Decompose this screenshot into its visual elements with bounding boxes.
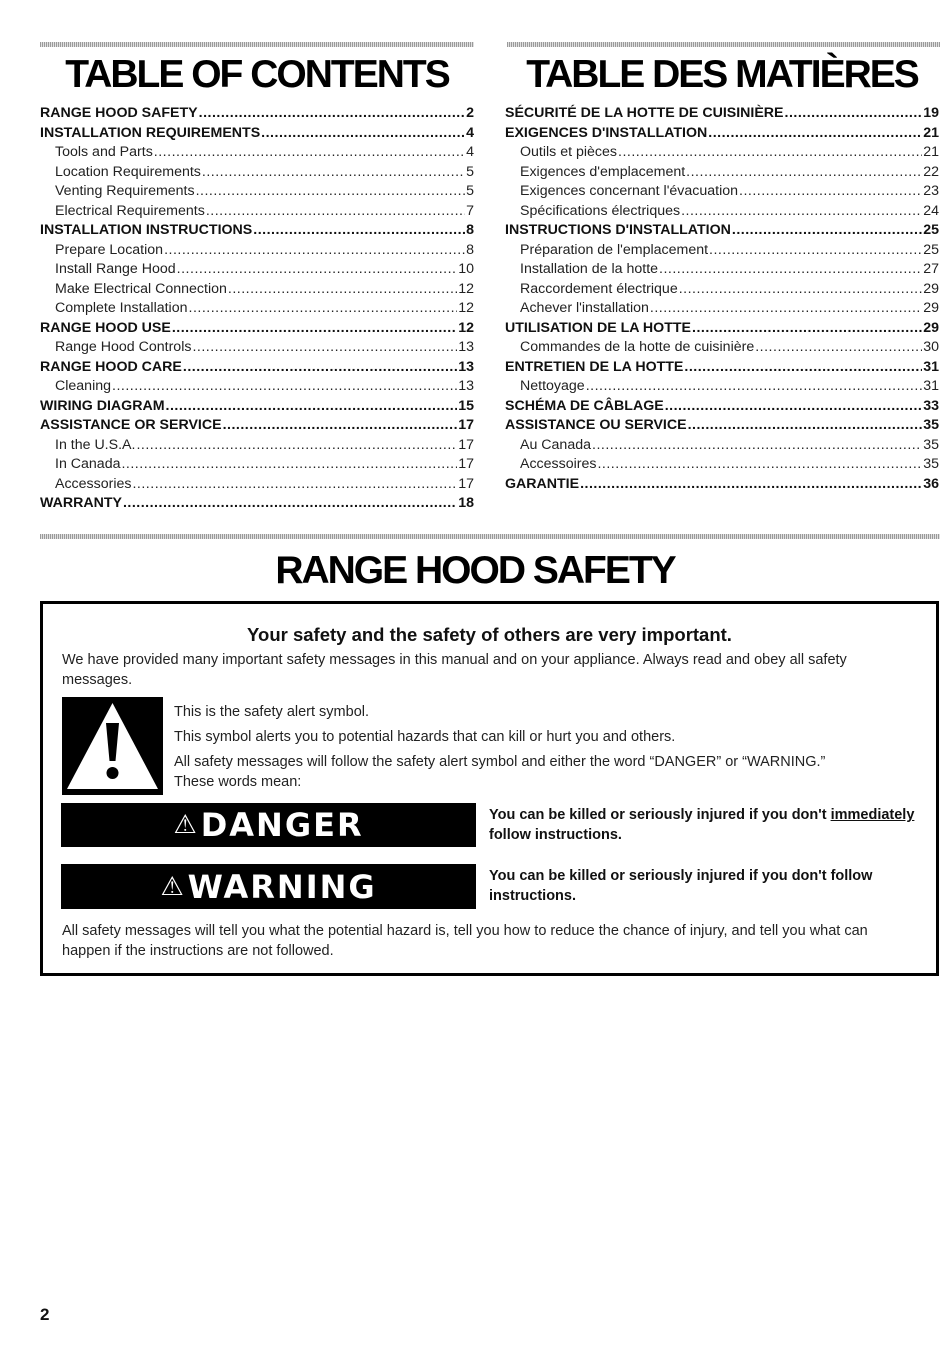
toc-entry-page: 12 — [458, 319, 474, 336]
toc-entry-label: WIRING DIAGRAM — [40, 397, 165, 414]
toc-entry-page: 4 — [466, 124, 474, 141]
toc-entry-label: Electrical Requirements — [55, 202, 205, 219]
toc-entry — [505, 163, 939, 183]
toc-entry-label: RANGE HOOD SAFETY — [40, 105, 198, 121]
toc-entry — [40, 202, 474, 222]
toc-entry-label: Spécifications électriques — [520, 202, 681, 219]
toc-entry-label: WARRANTY — [40, 495, 122, 511]
toc-dot-leader — [686, 163, 922, 183]
toc-entry-page: 8 — [466, 222, 474, 238]
toc-entry-page: 13 — [458, 378, 474, 394]
toc-dot-leader — [192, 338, 457, 358]
toc-entry — [505, 124, 939, 144]
toc-dot-leader — [132, 475, 457, 495]
toc-entry-page: 36 — [923, 475, 939, 492]
toc-entry — [40, 397, 474, 417]
toc-entry — [40, 280, 474, 300]
warning-signal-label: ⚠ WARNING — [61, 864, 476, 909]
toc-entry-page: 5 — [466, 163, 474, 180]
alert-triangle-icon: ⚠ — [160, 871, 186, 902]
toc-entry-label: Prepare Location — [55, 241, 164, 258]
toc-entry-page: 29 — [923, 300, 939, 316]
toc-entry-label: UTILISATION DE LA HOTTE — [505, 319, 692, 336]
toc-entry — [505, 260, 939, 280]
toc-dot-leader — [580, 475, 922, 495]
toc-entry-page: 19 — [923, 105, 939, 121]
toc-entry — [505, 377, 939, 397]
toc-title-fr: TABLE DES MATIÈRES — [526, 53, 918, 96]
toc-dot-leader — [679, 280, 923, 300]
toc-dot-leader — [228, 280, 457, 300]
mid-rule — [40, 534, 940, 539]
toc-entry-label: Outils et pièces — [520, 144, 617, 160]
toc-entry-page: 22 — [923, 163, 939, 180]
toc-entry-label: RANGE HOOD CARE — [40, 358, 182, 375]
toc-entry-page: 2 — [466, 105, 474, 121]
toc-entry — [505, 143, 939, 163]
warning-description: You can be killed or seriously injured if you don't follow instructions. — [489, 868, 873, 904]
toc-entry — [40, 319, 474, 339]
toc-dot-leader — [166, 397, 458, 417]
toc-entry — [40, 260, 474, 280]
toc-entry — [505, 202, 939, 222]
toc-entry — [505, 319, 939, 339]
toc-entry — [40, 104, 474, 124]
toc-entry — [40, 436, 474, 456]
toc-entry-label: Achever l'installation — [520, 300, 649, 316]
toc-entry — [505, 104, 939, 124]
toc-entry-label: Location Requirements — [55, 163, 201, 180]
toc-dot-leader — [196, 182, 466, 202]
danger-signal-label: ⚠ DANGER — [61, 803, 476, 847]
toc-dot-leader — [123, 494, 457, 514]
toc-entry-label: SÉCURITÉ DE LA HOTTE DE CUISINIÈRE — [505, 105, 784, 121]
toc-title-en: TABLE OF CONTENTS — [65, 53, 449, 96]
toc-entry-page: 33 — [923, 397, 939, 414]
toc-dot-leader — [592, 436, 922, 456]
toc-entry-label: SCHÉMA DE CÂBLAGE — [505, 397, 664, 414]
toc-entry-page: 35 — [923, 456, 939, 472]
toc-dot-leader — [684, 358, 922, 378]
toc-entry-label: Nettoyage — [520, 378, 585, 394]
toc-dot-leader — [261, 124, 465, 144]
toc-entry — [40, 377, 474, 397]
toc-entry-page: 25 — [923, 241, 939, 258]
toc-entry-page: 12 — [458, 280, 474, 297]
toc-entry-label: Installation de la hotte — [520, 261, 659, 277]
toc-entry — [40, 338, 474, 358]
toc-entry — [505, 221, 939, 241]
toc-dot-leader — [112, 377, 457, 397]
toc-dot-leader — [732, 221, 922, 241]
toc-entry — [505, 299, 939, 319]
toc-entry-label: Préparation de l'emplacement — [520, 241, 709, 258]
symbol-line-3: All safety messages will follow the safety alert symbol and either the word “DANGER” or “WARNING.” — [174, 754, 826, 770]
safety-alert-symbol — [62, 697, 163, 795]
danger-description: You can be killed or seriously injured if you don't immediately follow instructions. — [489, 807, 915, 843]
toc-entry — [40, 475, 474, 495]
toc-dot-leader — [692, 319, 922, 339]
toc-entry-label: In Canada — [55, 456, 121, 472]
toc-entry-page: 13 — [458, 358, 474, 375]
toc-dot-leader — [597, 455, 922, 475]
toc-entry-label: ENTRETIEN DE LA HOTTE — [505, 358, 684, 375]
toc-entry — [40, 416, 474, 436]
toc-dot-leader — [223, 416, 458, 436]
toc-entry — [40, 182, 474, 202]
toc-entry — [40, 163, 474, 183]
toc-dot-leader — [650, 299, 922, 319]
toc-list-fr — [505, 104, 939, 494]
toc-dot-leader — [206, 202, 465, 222]
toc-entry-label: Au Canada — [520, 436, 591, 453]
toc-entry-label: Make Electrical Connection — [55, 280, 227, 297]
toc-entry-page: 4 — [466, 144, 474, 160]
toc-dot-leader — [586, 377, 923, 397]
toc-entry-label: Tools and Parts — [55, 144, 153, 160]
toc-entry — [40, 241, 474, 261]
toc-dot-leader — [785, 104, 923, 124]
page-number: 2 — [40, 1305, 50, 1324]
toc-dot-leader — [681, 202, 922, 222]
toc-dot-leader — [121, 455, 457, 475]
toc-entry-label: INSTALLATION REQUIREMENTS — [40, 124, 261, 141]
toc-entry-page: 31 — [923, 378, 939, 394]
toc-entry — [505, 397, 939, 417]
safety-box — [40, 601, 939, 976]
toc-dot-leader — [708, 124, 922, 144]
safety-heading: Your safety and the safety of others are very important. — [247, 624, 732, 645]
toc-entry-label: Raccordement électrique — [520, 280, 678, 297]
toc-dot-leader — [199, 104, 465, 124]
toc-entry-label: Venting Requirements — [55, 183, 195, 199]
toc-entry-label: Cleaning — [55, 378, 112, 394]
toc-entry-page: 13 — [458, 339, 474, 355]
warning-triangle-icon — [62, 697, 163, 795]
toc-entry-label: Install Range Hood — [55, 261, 176, 277]
toc-entry-page: 12 — [458, 300, 474, 316]
toc-dot-leader — [665, 397, 923, 417]
toc-entry-page: 21 — [923, 144, 939, 160]
toc-entry-label: Accessoires — [520, 456, 597, 472]
toc-entry — [505, 416, 939, 436]
toc-entry-label: ASSISTANCE OU SERVICE — [505, 417, 687, 433]
toc-entry-label: EXIGENCES D'INSTALLATION — [505, 124, 708, 141]
toc-entry — [505, 182, 939, 202]
toc-entry-label: Commandes de la hotte de cuisinière — [520, 339, 755, 355]
toc-entry-label: INSTRUCTIONS D'INSTALLATION — [505, 222, 731, 238]
toc-entry-page: 25 — [923, 222, 939, 238]
toc-entry — [40, 358, 474, 378]
toc-entry — [505, 338, 939, 358]
toc-dot-leader — [688, 416, 923, 436]
toc-entry — [505, 436, 939, 456]
safety-closing: All safety messages will tell you what the potential hazard is, tell you how to reduce the chance of injury, and tell you what can happen if the instructions are not followed. — [62, 923, 868, 959]
toc-entry-label: GARANTIE — [505, 475, 580, 492]
toc-entry-page: 23 — [923, 183, 939, 199]
toc-entry — [505, 455, 939, 475]
toc-entry-page: 35 — [923, 436, 939, 453]
toc-dot-leader — [618, 143, 922, 163]
toc-entry-page: 17 — [458, 456, 474, 472]
toc-entry-page: 5 — [466, 183, 474, 199]
toc-dot-leader — [154, 143, 465, 163]
top-rule-right — [507, 42, 940, 47]
toc-dot-leader — [177, 260, 458, 280]
toc-dot-leader — [739, 182, 922, 202]
toc-entry-label: Exigences concernant l'évacuation — [520, 183, 739, 199]
toc-dot-leader — [189, 299, 458, 319]
toc-entry-label: Accessories — [55, 475, 132, 492]
safety-intro: We have provided many important safety messages in this manual and on your appliance. Always read and obey all safety messages. — [62, 652, 847, 688]
toc-entry-page: 29 — [923, 280, 939, 297]
toc-dot-leader — [253, 221, 465, 241]
toc-entry-label: ASSISTANCE OR SERVICE — [40, 417, 222, 433]
toc-dot-leader — [755, 338, 922, 358]
toc-entry-page: 10 — [458, 261, 474, 277]
toc-entry — [40, 455, 474, 475]
toc-entry — [505, 241, 939, 261]
toc-entry-page: 31 — [923, 358, 939, 375]
symbol-line-2: This symbol alerts you to potential hazards that can kill or hurt you and others. — [174, 729, 676, 745]
toc-entry-page: 17 — [458, 417, 474, 433]
toc-entry — [40, 494, 474, 514]
toc-entry-page: 27 — [923, 261, 939, 277]
toc-entry — [40, 143, 474, 163]
toc-entry — [40, 124, 474, 144]
toc-entry-page: 17 — [458, 475, 474, 492]
toc-entry-label: RANGE HOOD USE — [40, 319, 171, 336]
alert-triangle-icon: ⚠ — [173, 810, 199, 840]
toc-dot-leader — [709, 241, 922, 261]
toc-entry — [40, 299, 474, 319]
toc-list-en — [40, 104, 474, 514]
toc-dot-leader — [659, 260, 922, 280]
toc-entry-page: 18 — [458, 495, 474, 511]
toc-entry-label: In the U.S.A. — [55, 436, 136, 453]
symbol-line-1: This is the safety alert symbol. — [174, 704, 370, 720]
toc-entry-label: INSTALLATION INSTRUCTIONS — [40, 222, 253, 238]
toc-entry-page: 24 — [923, 202, 939, 219]
toc-entry-page: 21 — [923, 124, 939, 141]
toc-dot-leader — [164, 241, 465, 261]
toc-entry-page: 35 — [923, 417, 939, 433]
toc-entry — [505, 475, 939, 495]
symbol-line-4: These words mean: — [174, 774, 302, 790]
toc-entry — [505, 280, 939, 300]
toc-entry-label: Complete Installation — [55, 300, 188, 316]
toc-dot-leader — [183, 358, 457, 378]
toc-entry-page: 7 — [466, 202, 474, 219]
toc-entry-page: 30 — [923, 339, 939, 355]
top-rule-left — [40, 42, 474, 47]
toc-dot-leader — [202, 163, 465, 183]
toc-entry-page: 8 — [466, 241, 474, 258]
toc-entry-page: 17 — [458, 436, 474, 453]
toc-entry — [505, 358, 939, 378]
toc-dot-leader — [172, 319, 457, 339]
toc-dot-leader — [136, 436, 457, 456]
toc-entry-label: Exigences d'emplacement — [520, 163, 686, 180]
section-title: RANGE HOOD SAFETY — [275, 549, 675, 592]
toc-entry-page: 15 — [458, 397, 474, 414]
toc-entry-label: Range Hood Controls — [55, 339, 192, 355]
toc-entry-page: 29 — [923, 319, 939, 336]
toc-entry — [40, 221, 474, 241]
